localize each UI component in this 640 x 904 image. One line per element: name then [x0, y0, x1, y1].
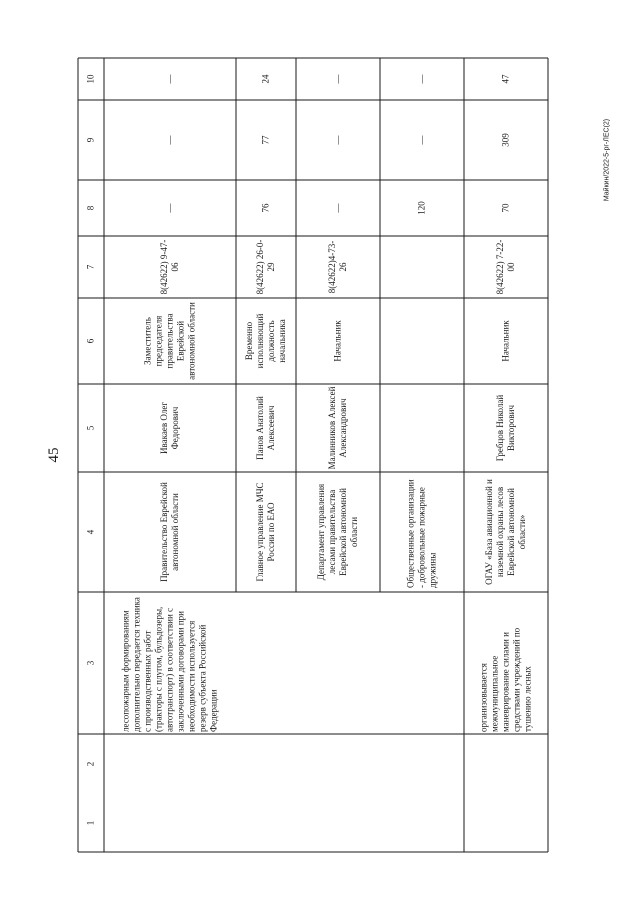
row2-col10: 24	[260, 74, 271, 84]
row3-col7: 8(42622)4-73-26	[327, 240, 348, 294]
row1-col7: 8(42622) 9-47-06	[159, 239, 180, 295]
header-col-10: 10	[85, 74, 96, 84]
header-col-1: 1	[85, 820, 96, 826]
row5-col7: 8(42622) 7-22-00	[495, 239, 516, 295]
row5-col5: Гребцов Николай Викторович	[495, 394, 516, 462]
row1-col6: Заместитель председателя правительства Еврейской автономной области	[142, 302, 197, 380]
row2-col9: 77	[260, 135, 271, 145]
row2-col5: Панов Анатолий Алексеевич	[255, 396, 276, 460]
row4-col8: 120	[416, 201, 427, 215]
header-col-9: 9	[85, 137, 96, 143]
page-number: 45	[46, 447, 62, 463]
header-col-6: 6	[85, 338, 96, 344]
row1-col5: Ивакаев Олег Федорович	[159, 401, 180, 455]
header-col-7: 7	[85, 264, 96, 270]
header-col-2: 2	[85, 761, 96, 767]
row5-col10: 47	[500, 74, 511, 84]
row3-col9: —	[332, 135, 343, 145]
row1-col4: Правительство Еврейской автономной области	[159, 482, 180, 582]
row5-col8: 70	[500, 203, 511, 213]
header-col-3: 3	[85, 660, 96, 666]
row5-col9: 309	[500, 133, 511, 147]
row2-col6: Временно исполняющий должность начальника	[244, 313, 287, 369]
row3-col5: Малинников Алексей Александрович	[327, 386, 348, 470]
row4-col4: Общественные организации - добровольные пожарные дружины	[405, 479, 438, 588]
header-col-4: 4	[85, 529, 96, 535]
document-stamp-text: Майкин/2022-5-рг-ЛЕС(2)	[603, 118, 611, 202]
row4-col10: —	[416, 74, 427, 84]
row3-col10: —	[332, 74, 343, 84]
header-col-8: 8	[85, 205, 96, 211]
row1-col10: —	[164, 74, 175, 84]
row1-col8: —	[164, 203, 175, 213]
row5-col3: организовывается межмуниципальное маневрирование силами и средствами учреждений по тушению лесных	[478, 627, 533, 732]
row2-col7: 8(42622) 26-0-29	[255, 239, 276, 295]
header-col-5: 5	[85, 425, 96, 431]
row1-col3: лесопожарным формированиям дополнительно передается техника с производственных работ (тракторы с плугом, бульдозеры, автотранспорт) в соответствии с заключенными договорами при необходимости используется резерв субъекта Российской Федерации	[120, 597, 219, 732]
row3-col4: Департамент управления лесами правительства Еврейской автономной области	[316, 483, 359, 581]
row3-col8: —	[332, 203, 343, 213]
row4-col9: —	[416, 135, 427, 145]
row5-col4: ОГАУ «База авиационной и наземной охраны лесов Еврейской автономной области»	[484, 479, 527, 585]
row2-col8: 76	[260, 203, 271, 213]
row5-col6: Начальник	[500, 320, 511, 362]
row3-col6: Начальник	[332, 320, 343, 362]
row1-col9: —	[164, 135, 175, 145]
row2-col4: Главное управление МЧС России по ЕАО	[255, 482, 276, 582]
